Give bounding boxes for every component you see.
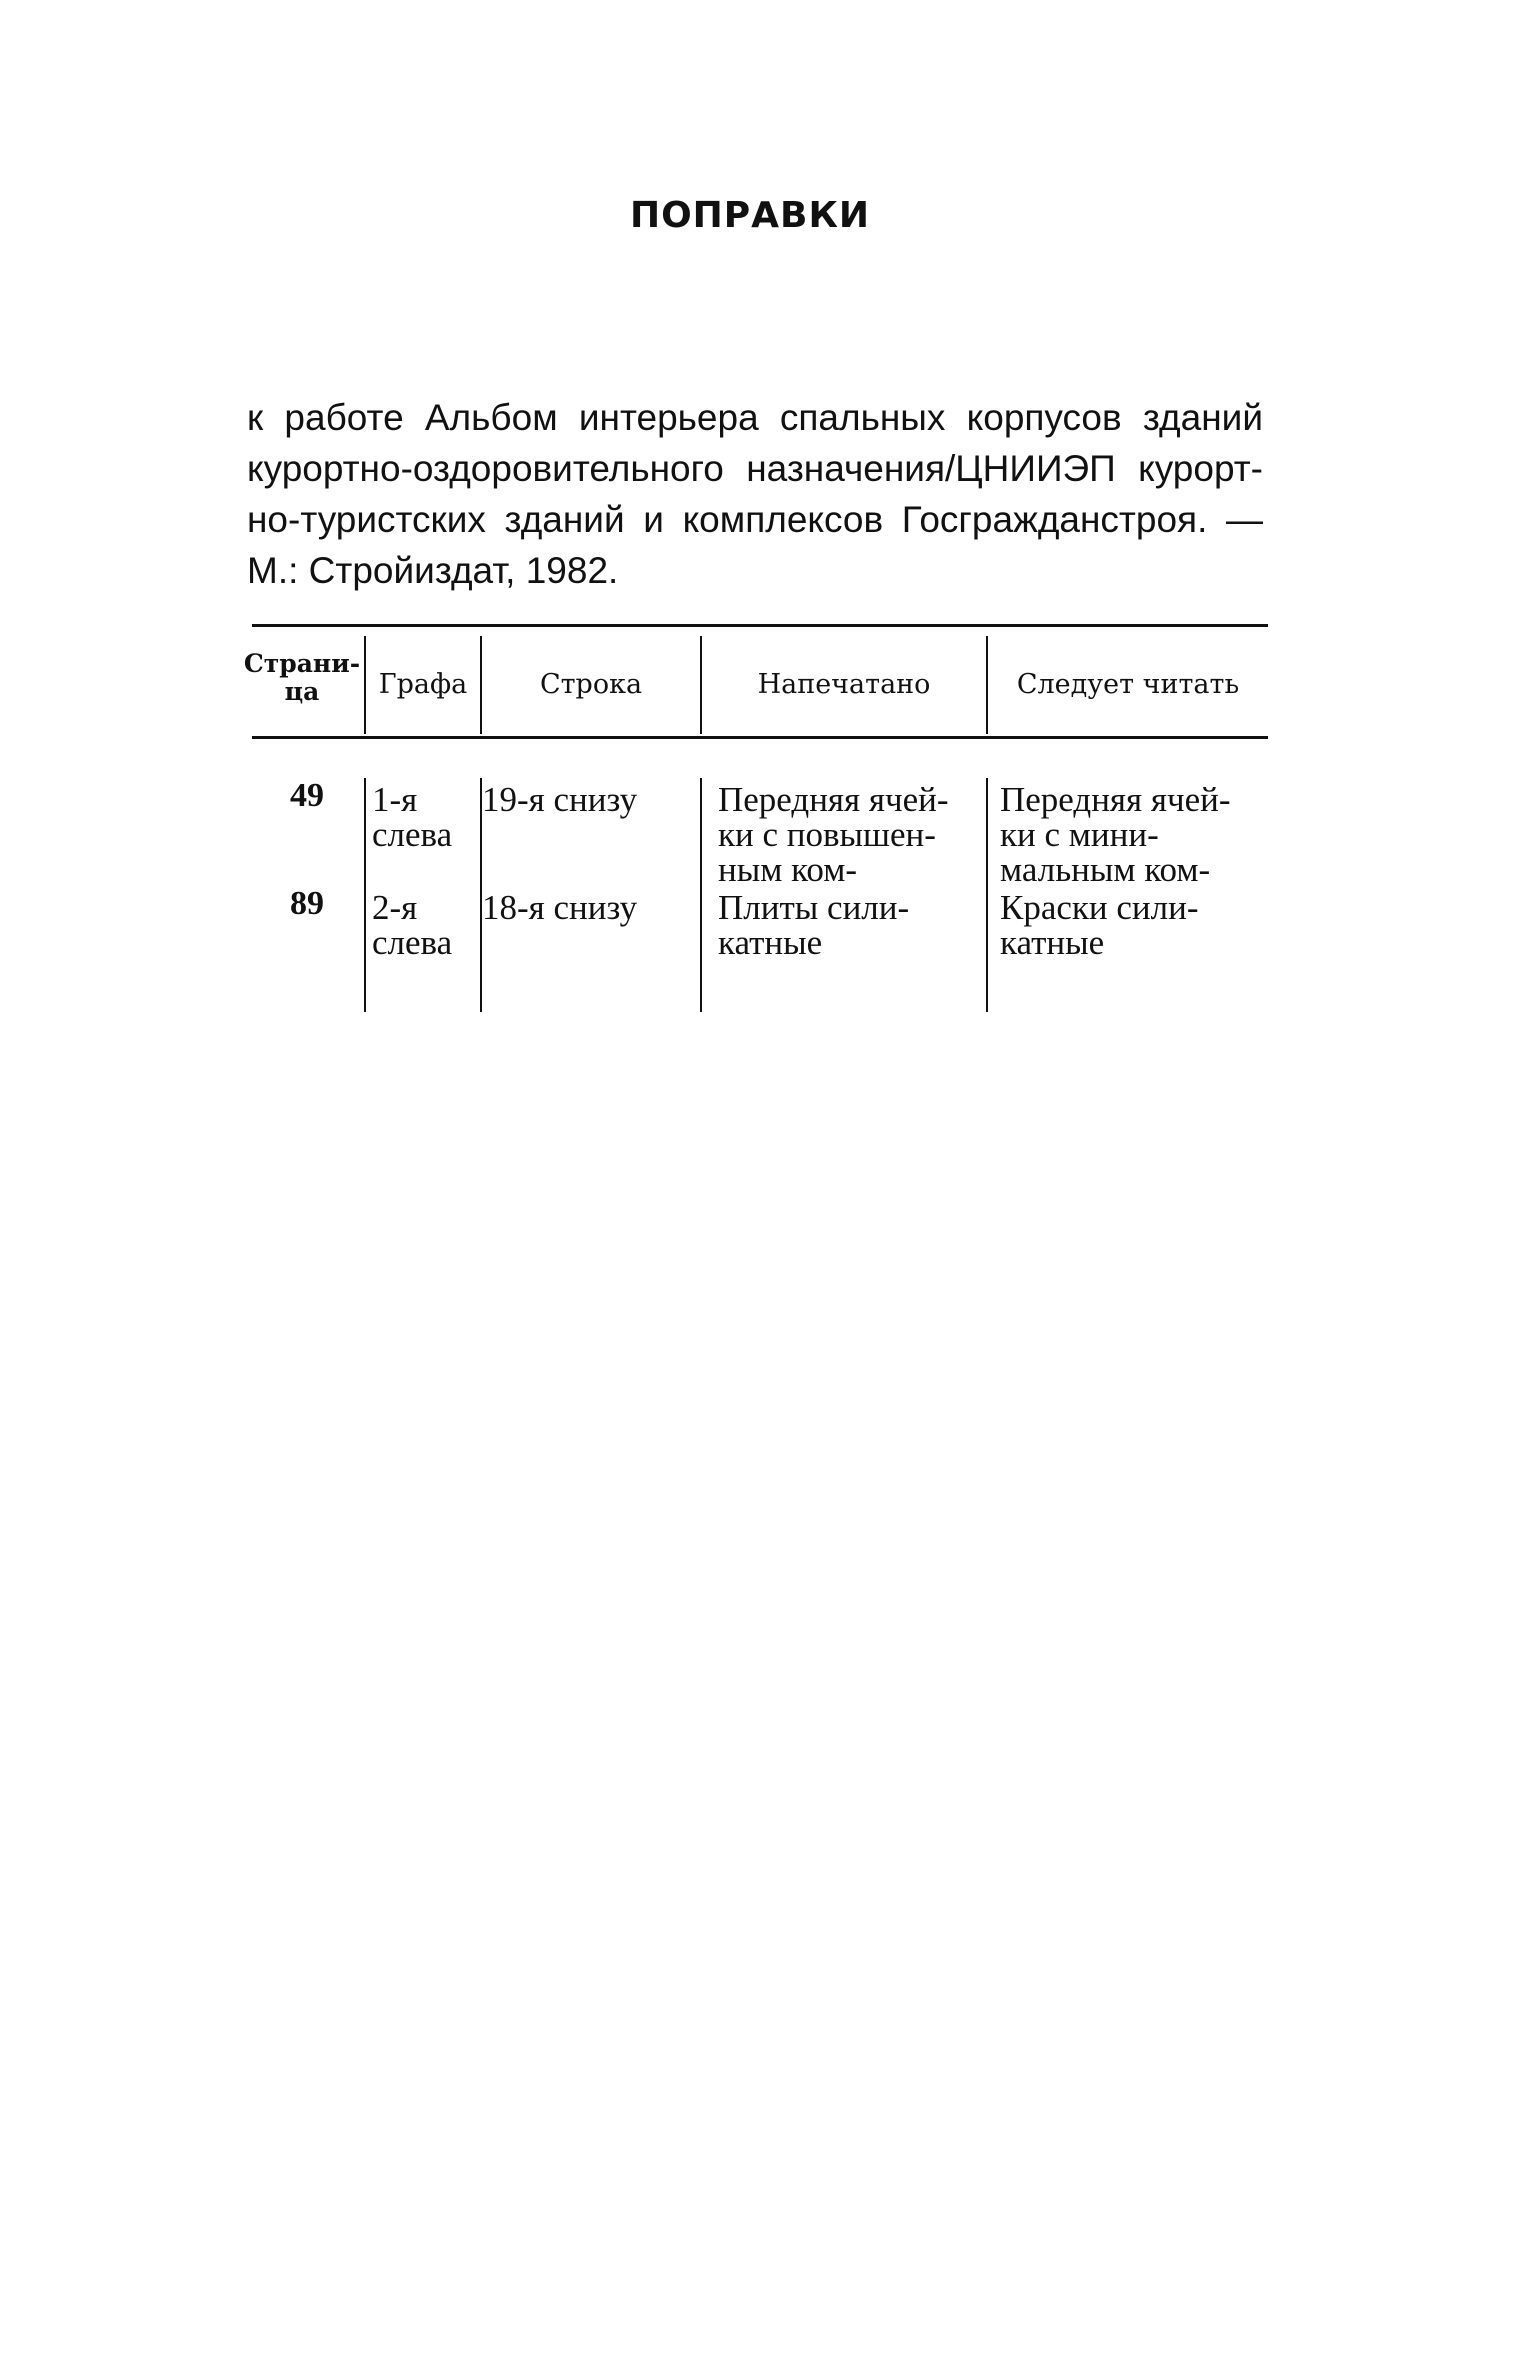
row-printed: Плиты сили- катные	[718, 888, 910, 962]
row-column: 2-я слева	[372, 888, 453, 962]
intro-line: М.: Стройиздат, 1982.	[247, 550, 619, 591]
table-header-rule	[252, 736, 1268, 739]
header-page: Страни- ца	[243, 649, 361, 706]
page-title: ПОПРАВКИ	[629, 195, 871, 236]
body-divider	[700, 778, 702, 1012]
intro-line: но-туристских зданий и комплексов Госгражданстроя. —	[247, 499, 1263, 540]
header-column: Графа	[378, 669, 468, 700]
body-divider	[364, 778, 366, 1012]
row-line: 19-я снизу	[482, 780, 638, 819]
row-column: 1-я слева	[372, 780, 453, 854]
intro-line: к работе Альбом интерьера спальных корпусов зданий	[247, 397, 1263, 438]
row-printed: Передняя ячей- ки с повышен- ным ком-	[718, 780, 949, 889]
intro-paragraph	[247, 392, 1263, 596]
body-divider	[986, 778, 988, 1012]
intro-line: курортно-оздоровительного назначения/ЦНИИЭП курорт-	[247, 448, 1263, 489]
row-should-read: Краски сили- катные	[1000, 888, 1199, 962]
header-line: Строка	[539, 669, 643, 700]
row-page: 89	[290, 885, 324, 922]
header-printed: Напечатано	[757, 669, 931, 700]
table-top-rule	[252, 624, 1268, 627]
header-should-read: Следует читать	[1016, 669, 1240, 700]
row-line: 18-я снизу	[482, 888, 638, 927]
row-should-read: Передняя ячей- ки с мини- мальным ком-	[1000, 780, 1231, 889]
row-page: 49	[290, 777, 324, 814]
